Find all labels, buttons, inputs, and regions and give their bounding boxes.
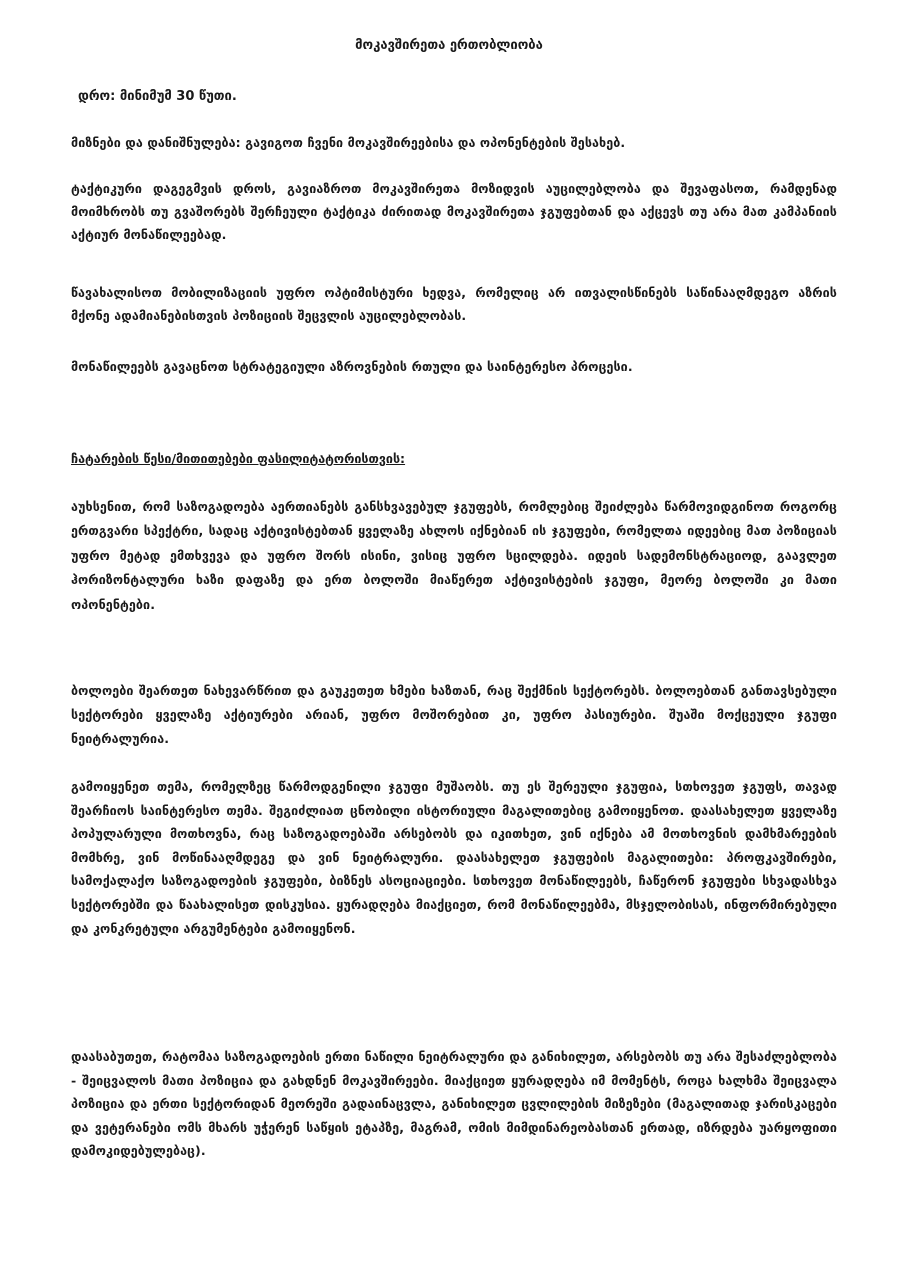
- instruction-paragraph-2: ბოლოები შეართეთ ნახევარწრით და გაუკეთეთ ხმები ხაზთან, რაც შექმნის სექტორებს. ბოლოებთან განთავსებული სექტორები ყველაზე აქტიურები არიან, უფრო მოშორებით კი, უფრო პასიურები. შუაში მოქცეული ჯგუფი ნეიტრალურია.: [71, 683, 837, 746]
- goals-text: გავიგოთ ჩვენი მოკავშირეებისა და ოპონენტების შესახებ.: [245, 135, 626, 150]
- instruction-paragraph-3: გამოიყენეთ თემა, რომელზეც წარმოდგენილი ჯგუფი მუშაობს. თუ ეს შერეული ჯგუფია, სთხოვეთ ჯგუფს, თავად შეარჩიოს საინტერესო თემა. შეგიძლიათ ცნობილი ისტორიული მაგალითებიც გამოიყენოთ. დაასახელეთ ყველაზე პოპულარული მოთხოვნა, რაც საზოგადოებაში არსებობს და იკითხეთ, ვინ იქნება ამ მოთხოვნის დამხმარეების მომხრე, ვინ მოწინააღმდეგე და ვინ ნეიტრალური. დაასახელეთ ჯგუფების მაგალითები: პროფკავშირები, სამოქალაქო საზოგადოების ჯგუფები, ბიზნეს ასოციაციები. სთხოვეთ მონაწილეებს, ჩაწერონ ჯგუფები სხვადასხვა სექტორებში და წაახალისეთ დისკუსია. ყურადღება მიაქციეთ, რომ მონაწილეებმა, მსჯელობისას, ინფორმირებული და კონკრეტული არგუმენტები გამოიყენონ.: [71, 779, 837, 936]
- intro-paragraph-1: ტაქტიკური დაგეგმვის დროს, გავიაზროთ მოკავშირეთა მოზიდვის აუცილებლობა და შევაფასოთ, რამდენად მოიმხრობს თუ გვაშორებს შერჩეული ტაქტიკა ძირითად მოკავშირეთა ჯგუფებთან და აქცევს თუ არა მათ კამპანიის აქტიურ მონაწილეებად.: [71, 181, 837, 242]
- instruction-paragraph-4: დაასაბუთეთ, რატომაა საზოგადოების ერთი ნაწილი ნეიტრალური და განიხილეთ, არსებობს თუ არა შესაძლებლობა - შეიცვალოს მათი პოზიცია და გახდნენ მოკავშირეები. მიაქციეთ ყურადღება იმ მომენტს, როცა ხალხმა შეიცვალა პოზიცია და ერთი სექტორიდან მეორეში გადაინაცვლა, განიხილეთ ცვლილების მიზეზები (მაგალითად ჯარისკაცები და ვეტერანები ომს მხარს უჭერენ საწყის ეტაპზე, მაგრამ, ომის მიმდინარეობასთან ერთად, იზრდება უარყოფითი დამოკიდებულებაც).: [71, 1049, 837, 1159]
- section-heading: ჩატარების წესი/მითითებები ფასილიტატორისთვის:: [71, 451, 406, 466]
- instruction-paragraph-1: აუხსენით, რომ საზოგადოება აერთიანებს განსხვავებულ ჯგუფებს, რომლებიც შეიძლება წარმოვიდგინოთ როგორც ერთგვარი სპექტრი, სადაც აქტივისტებთან ყველაზე ახლოს იქნებიან ის ჯგუფები, რომელთა იდეებიც მათ პოზიციას უფრო მეტად ემთხვევა და უფრო შორს ისინი, ვისიც უფრო სცილდება. იდეის სადემონსტრაციოდ, გაავლეთ ჰორიზონტალური ხაზი დაფაზე და ერთ ბოლოში მიაწერეთ აქტივისტების ჯგუფი, მეორე ბოლოში კი მათი ოპონენტები.: [71, 499, 837, 612]
- intro-paragraph-3: მონაწილეებს გავაცნოთ სტრატეგიული აზროვნების რთული და საინტერესო პროცესი.: [71, 359, 633, 374]
- duration-line: [78, 89, 237, 104]
- goals-paragraph: [71, 131, 837, 154]
- goals-label: მიზნები და დანიშნულება:: [71, 135, 241, 150]
- intro-paragraph-2: წავახალისოთ მობილიზაციის უფრო ოპტიმისტური ხედვა, რომელიც არ ითვალისწინებს საწინააღმდეგო აზრის მქონე ადამიანებისთვის პოზიციის შეცვლის აუცილებლობას.: [71, 285, 837, 323]
- duration-value: მინიმუმ 30 წუთი.: [119, 89, 237, 104]
- duration-label: დრო:: [78, 89, 116, 104]
- document-title: მოკავშირეთა ერთობლიობა: [355, 38, 543, 53]
